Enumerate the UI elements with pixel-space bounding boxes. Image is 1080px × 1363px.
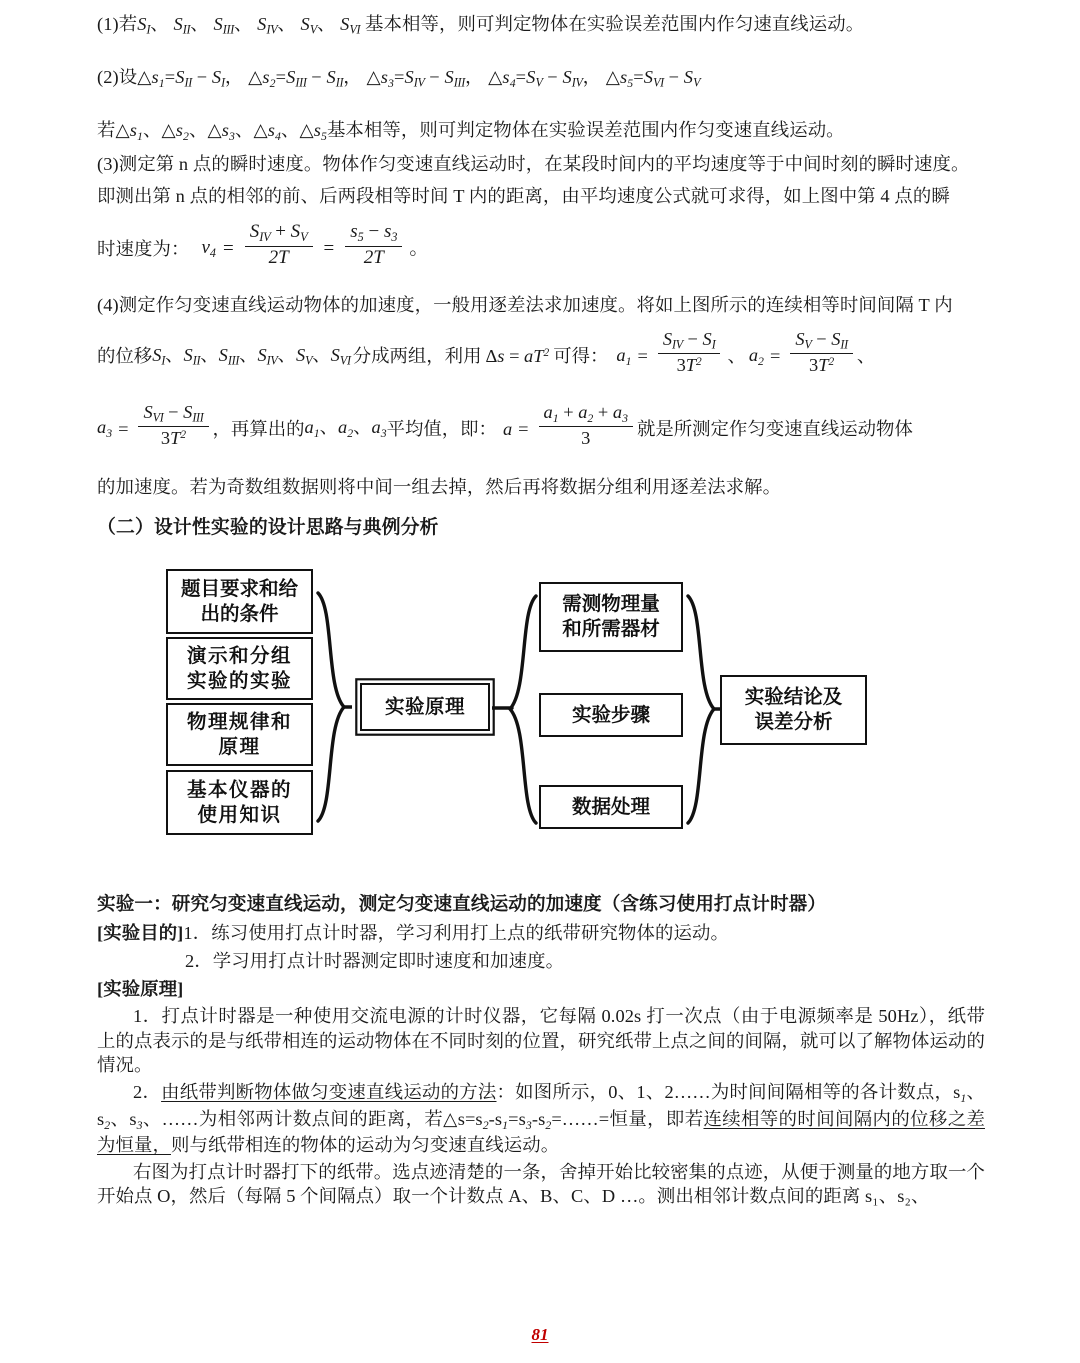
- principle-2-c: 、s: [110, 1108, 137, 1129]
- purpose-label: [实验目的]: [97, 923, 184, 944]
- item2follow-prefix: 若: [97, 120, 116, 141]
- diagram-box-left-3-label: 基本仪器的 使用知识: [186, 778, 292, 826]
- purpose-1-text: 1．练习使用打点计时器，学习利用打上点的纸带研究物体的运动。: [183, 923, 729, 944]
- item1-tail: 基本相等，则可判定物体在实验误差范围内作匀速直线运动。: [365, 14, 865, 34]
- paragraph-item-4-line4: 的加速度。若为奇数组数据则将中间一组去掉，然后再将数据分组利用逐差法求解。: [97, 476, 782, 497]
- diagram-box-middle-1-label: 实验步骤: [571, 703, 650, 726]
- principle-2-d: 、……为相邻两计数点间的距离，若△s=s: [142, 1108, 483, 1129]
- diagram-box-middle-0-label: 需测物理量 和所需器材: [562, 593, 660, 641]
- item4-line2-after: 可得：: [553, 346, 609, 367]
- principle-paragraph-1: 1．打点计时器是一种使用交流电源的计时仪器，它每隔 0.02s 打一次点（由于电源频率是 50Hz），纸带上的点表示的是与纸带相连的运动物体在不同时刻的位置，研究纸带上点之间的间隔，就可以了解物体运动的情况。: [97, 1006, 985, 1076]
- principle-2-g: -s: [531, 1108, 546, 1129]
- experiment-purpose-line-2: 2．学习用打点计时器测定即时速度和加速度。: [185, 950, 565, 971]
- formula-a1-a2-row: 的位移 SI、SII、SIII、SIV、SV、SVI 分成两组，利用 $\Delta s = aT^2$ 可得： $a_1$ = $\frac{\text{SIV − SI}}{3T^2}$ 、 $a_2$ = $\frac{\text{SV − SII}}{3T^2}$ 、: [97, 329, 876, 376]
- brace-right: [684, 591, 722, 829]
- principle-2-underline-2: 连续相等的时间间隔内的位移之差为恒量，: [97, 1108, 985, 1156]
- frac-v4-first: $\frac{\text{SIV + SV}}{2T}$: [245, 222, 313, 268]
- principle-2-f: =s: [508, 1108, 526, 1129]
- item2-prefix: (2)设: [97, 66, 138, 87]
- diagram-box-left-2-label: 物理规律和 原理: [186, 710, 292, 758]
- item1-prefix: (1)若: [97, 14, 138, 34]
- principle-paragraph-3: 右图为打点计时器打下的纸带。选点迹清楚的一条，舍掉开始比较密集的点迹，从便于测量的地方取一个开始点 O，然后（每隔 5 个间隔点）取一个计数点 A、B、C、D …。测出相邻计数点间的距离 s₁、s₂、: [97, 1161, 985, 1207]
- flow-diagram: [102, 553, 988, 885]
- page-number: 81: [531, 1325, 549, 1344]
- diagram-box-middle-1: [539, 693, 683, 737]
- paragraph-item-3-line2: 即测出第 n 点的相邻的前、后两段相等时间 T 内的距离，由平均速度公式就可求得，如上图中第 4 点的瞬: [97, 185, 950, 206]
- item4-line3-mid: ，再算出的: [212, 418, 305, 439]
- formula-v4-prefix: 时速度为：: [97, 239, 190, 260]
- diagram-box-center-label: 实验原理: [384, 695, 465, 718]
- frac-a3: $\frac{\text{SVI − SIII}}{3T^2}$: [138, 402, 208, 448]
- paragraph-item-4-line1: (4)测定作匀变速直线运动物体的加速度，一般用逐差法求加速度。将如上图所示的连续相等时间间隔 T 内: [97, 294, 953, 315]
- frac-a1: $\frac{\text{SIV − SI}}{3T^2}$: [658, 329, 721, 375]
- diagram-box-right: [720, 675, 867, 745]
- diagram-box-left-0: [166, 569, 313, 634]
- diagram-box-middle-2: [539, 785, 683, 829]
- formula-v4: 时速度为： $v_4$ = $\frac{\text{SIV + SV}}{2T}$ = $\frac{s_5 - s_3}{2T}$ 。: [97, 221, 429, 268]
- diagram-box-middle-0: [539, 582, 683, 652]
- principle-2-b: 、s: [97, 1082, 985, 1129]
- principle-2-a: ：如图所示，0、1、2……为时间间隔相等的各计数点，s: [496, 1082, 961, 1103]
- brace-left: [314, 587, 352, 827]
- item4-line2-prefix: 的位移: [97, 346, 153, 367]
- formula-a3-amean-row: $a_3$ = $\frac{\text{SVI − SIII}}{3T^2}$ ，再算出的 $a_1$、$a_2$、$a_3$ 平均值，即： a = $\frac{a_1 + a_2 + a_3}{3}$ 就是所测定作匀变速直线运动物体: [97, 401, 913, 449]
- principle-2-e: -s: [488, 1108, 503, 1129]
- diagram-box-left-1-label: 演示和分组 实验的实验: [186, 644, 292, 692]
- diagram-box-left-3: [166, 770, 313, 835]
- item4-line3-avg: 平均值，即：: [386, 418, 497, 439]
- brace-middle-open: [506, 591, 540, 829]
- item4-line3-tail: 就是所测定作匀变速直线运动物体: [636, 418, 913, 439]
- principle-2-underline-1: 由纸带判断物体做匀变速直线运动的方法: [161, 1082, 497, 1103]
- frac-a-mean: $\frac{a_1 + a_2 + a_3}{3}$: [539, 402, 633, 449]
- paragraph-item-1: (1)若SI、 SII、 SIII、 SIV、 SV、 SVI 基本相等，则可判定物体在实验误差范围内作匀速直线运动。: [97, 14, 865, 37]
- principle-2-h: =……=恒量，即若: [551, 1108, 704, 1129]
- principle-paragraph-2: 2．由纸带判断物体做匀变速直线运动的方法：如图所示，0、1、2……为时间间隔相等的各计数点，$s_1$、$s_2$、$s_3$、……为相邻两计数点间的距离，若$\triangle s=s_2-s_1=s_3-s_2=\dots\dots=$恒量，即若连续相等的时间间隔内的位移之差为恒量，则与纸带相连的物体的运动为匀变速直线运动。: [97, 1082, 985, 1156]
- diagram-box-left-1: [166, 637, 313, 700]
- diagram-box-left-2: [166, 703, 313, 766]
- diagram-box-center: [360, 683, 490, 731]
- paragraph-item-3-line1: (3)测定第 n 点的瞬时速度。物体作匀变速直线运动时，在某段时间内的平均速度等于中间时刻的瞬时速度。: [97, 154, 970, 174]
- paragraph-item-2: (2)设$\triangle s_1=SII$ − SI， $\triangle s_2=SIII$ − SII， $\triangle s_3=SIV$ − SIII， $\triangle s_4=SV$ − SIV， $\triangle s_5=SVI$ − SV: [97, 66, 701, 90]
- frac-a2: $\frac{\text{SV − SII}}{3T^2}$: [790, 329, 853, 375]
- item4-line2-mid: 分成两组，利用: [352, 346, 482, 367]
- diagram-box-left-0-label: 题目要求和给 出的条件: [180, 577, 298, 625]
- principle-2-i: 则与纸带相连的物体的运动为匀变速直线运动。: [170, 1135, 560, 1156]
- experiment-purpose-line-1: [97, 921, 985, 946]
- section-heading: （二）设计性实验的设计思路与典例分析: [97, 517, 439, 539]
- item2follow-tail: 基本相等，则可判定物体在实验误差范围内作匀变速直线运动。: [326, 120, 845, 141]
- diagram-box-right-label: 实验结论及 误差分析: [744, 686, 843, 734]
- paragraph-item-2-follow: 若$\triangle s_1$、$\triangle s_2$、$\triangle s_3$、$\triangle s_4$、$\triangle s_5$基本相等，则可判定物体在实验误差范围内作匀变速直线运动。: [97, 120, 845, 144]
- principle-label: [实验原理]: [97, 979, 184, 1000]
- diagram-box-middle-2-label: 数据处理: [571, 795, 650, 818]
- experiment-title: 实验一：研究匀变速直线运动，测定匀变速直线运动的加速度（含练习使用打点计时器）: [97, 894, 827, 916]
- frac-v4-second: $\frac{s_5 - s_3}{2T}$: [345, 222, 402, 268]
- principle-2-number: 2．: [133, 1082, 162, 1103]
